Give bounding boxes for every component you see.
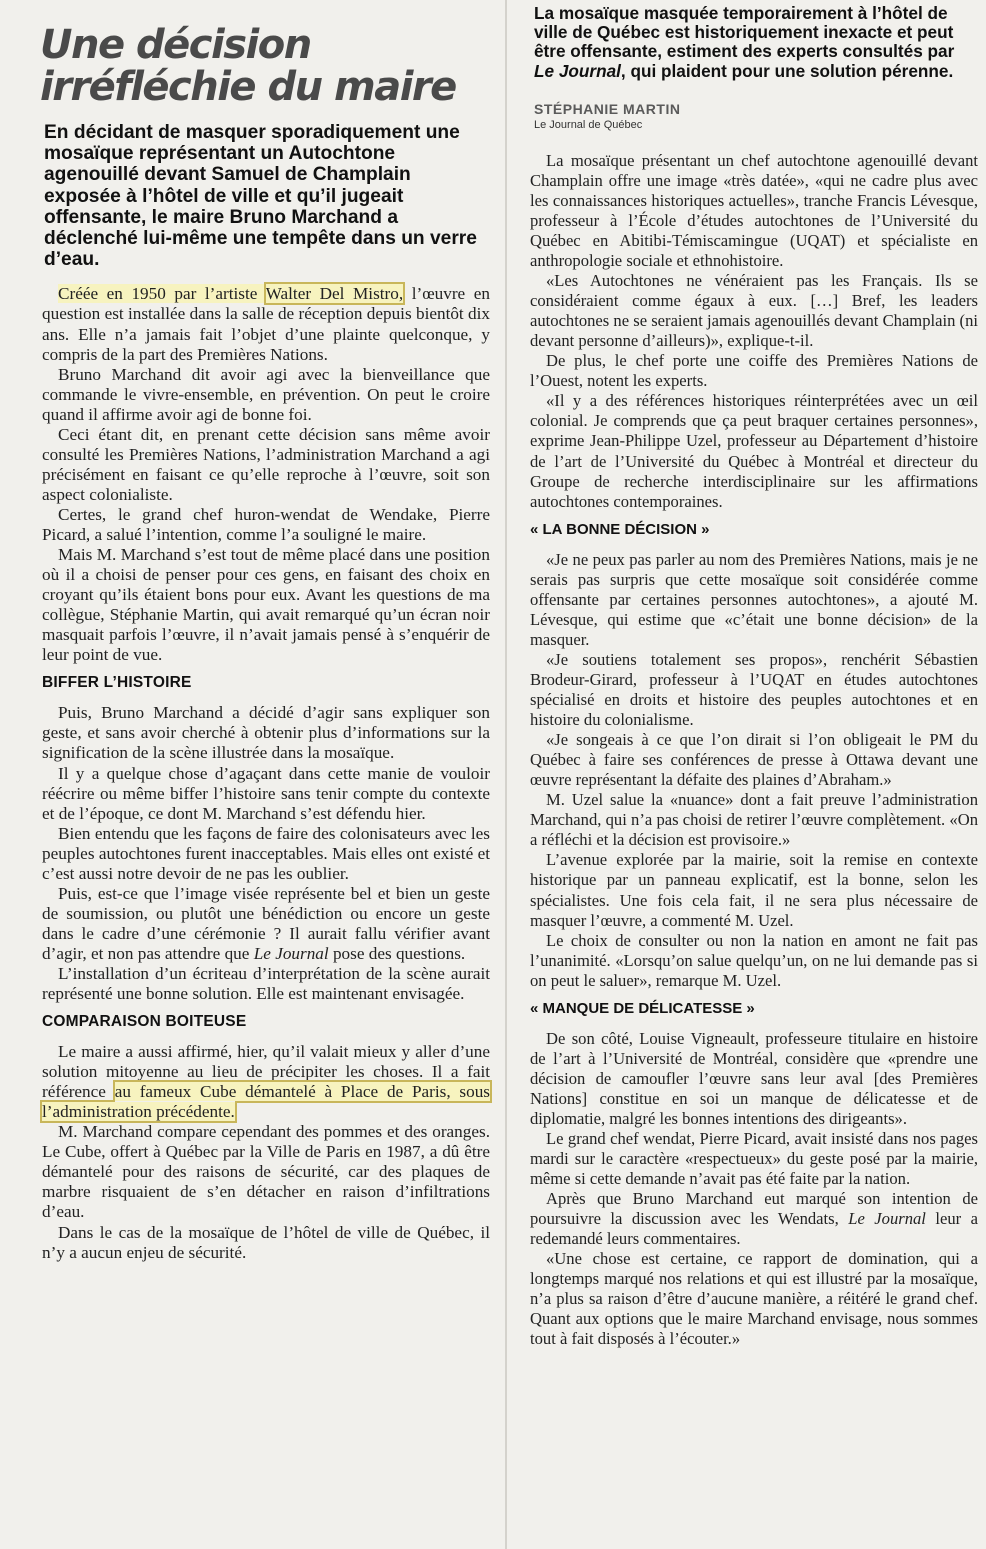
deck — [534, 4, 978, 81]
paragraph: La mosaïque présentant un chef autochtone agenouillé devant Champlain offre une image «très datée», «qui ne cadre plus avec les connaissances historiques actuelles», tranche Francis Lévesque, professeur à l’École d’études autochtones de l’Université du Québec en Abitibi-Témiscamingue (UQAT) et spécialiste en anthropologie sociale et ethnohistoire. — [530, 150, 978, 271]
right-column — [518, 4, 978, 1350]
byline-credit: Le Journal de Québec — [534, 118, 643, 131]
subheading: « LA BONNE DÉCISION » — [530, 520, 710, 538]
paragraph: L’installation d’un écriteau d’interprétation de la scène aurait représenté une bonne solution. Elle est maintenant envisagée. — [42, 963, 490, 1004]
paragraph-text: Après que Bruno Marchand eut marqué son intention de poursuivre la discussion avec les Wendats, — [530, 1189, 978, 1229]
byline: STÉPHANIE MARTIN — [534, 100, 681, 117]
paragraph: Bien entendu que les façons de faire des colonisateurs avec les peuples autochtones furent inacceptables. Mais elles ont existé et c’est aussi notre devoir de ne pas les oublier. — [42, 823, 490, 883]
subheading: BIFFER L’HISTOIRE — [42, 674, 192, 692]
paragraph: De plus, le chef porte une coiffe des Premières Nations de l’Ouest, notent les experts. — [530, 351, 978, 391]
paragraph: «Je soutiens totalement ses propos», renchérit Sébastien Brodeur-Girard, professeur à l’UQAT en études autochtones spécialisé en droits et histoire des peuples autochtones et en histoire du colonialisme. — [530, 649, 978, 730]
paragraph — [42, 284, 490, 364]
paragraph: «Je ne peux pas parler au nom des Premières Nations, mais je ne serais pas surpris que cette mosaïque soit considérée comme offensante par certaines personnes autochtones», a ajouté M. Lévesque, qui estime que «c’était une bonne décision» de la masquer. — [530, 549, 978, 649]
lede: En décidant de masquer sporadiquement une mosaïque représentant un Autochtone agenouillé devant Samuel de Champlain exposée à l’hôtel de ville et qu’il jugeait offensante, le maire Bruno Marchand a déclenché lui-même une tempête dans un verre d’eau. — [44, 122, 477, 271]
deck-text: La mosaïque masquée temporairement à l’hôtel de ville de Québec est historiquement inexacte et peut être offensante, estiment des experts consultés par — [534, 3, 955, 62]
paragraph: Certes, le grand chef huron-wendat de Wendake, Pierre Picard, a salué l’intention, comme l’a souligné le maire. — [42, 504, 490, 544]
paragraph: Bruno Marchand dit avoir agi avec la bienveillance que commande le vivre-ensemble, en prévention. On peut le croire quand il affirme avoir agi de bonne foi. — [42, 364, 490, 424]
paragraph: Mais M. Marchand s’est tout de même placé dans une position où il a choisi de penser pour ces gens, en faisant des choix en croyant qu’ils étaient bons pour eux. Avant les questions de ma collègue, Stéphanie Martin, qui avait remarqué qu’un écran noir masquait parfois l’œuvre, il n’avait jamais pensé à s’enquérir de leur point de vue. — [42, 545, 490, 665]
left-column — [30, 14, 490, 1263]
publication-name: Le Journal — [848, 1209, 926, 1229]
paragraph: Le choix de consulter ou non la nation en amont ne fait pas l’unanimité. «Lorsqu’on salue quelqu’un, on ne lui demande pas si on peut le saluer», remarque M. Uzel. — [530, 930, 978, 990]
highlighted-text: Créée en 1950 par l’artiste — [58, 284, 266, 304]
paragraph: «Une chose est certaine, ce rapport de domination, qui a longtemps marqué nos relations et qui est illustré par la mosaïque, n’a plus sa raison d’être d’aucune manière, a réitéré le grand chef. Quant aux options que le maire Marchand envisage, nous sommes tout à fait disposés à l’écouter.» — [530, 1249, 978, 1349]
subheading: COMPARAISON BOITEUSE — [42, 1013, 247, 1031]
right-body — [530, 151, 978, 1350]
publication-name: Le Journal — [534, 60, 621, 81]
paragraph: De son côté, Louise Vigneault, professeure titulaire en histoire de l’art à l’Université de Montréal, considère que «prendre une décision de camoufler l’œuvre sans leur aval [des Premières Nations] constitue en soi un manque de délicatesse et de diplomatie, malgré les bonnes intentions des dirigeants». — [530, 1028, 978, 1128]
paragraph: «Je songeais à ce que l’on dirait si l’on obligeait le PM du Québec à faire ses conférences de presse à Ottawa devant une œuvre représentant la défaite des plaines d’Abraham.» — [530, 730, 978, 790]
paragraph — [530, 1189, 978, 1249]
paragraph: Puis, Bruno Marchand a décidé d’agir sans expliquer son geste, et sans avoir cherché à obtenir plus d’informations sur la signification de la scène illustrée dans la mosaïque. — [42, 703, 490, 763]
paragraph: L’avenue explorée par la mairie, soit la remise en contexte historique par un panneau explicatif, est la bonne, selon les spécialistes. Une fois cela fait, il ne sera plus nécessaire de masquer l’œuvre, a commenté M. Uzel. — [530, 850, 978, 930]
paragraph-text: leur a redemandé leurs commentaires. — [530, 1209, 978, 1249]
paragraph-text: pose des questions. — [328, 943, 466, 963]
paragraph: Dans le cas de la mosaïque de l’hôtel de ville de Québec, il n’y a aucun enjeu de sécurité. — [42, 1222, 490, 1262]
paragraph: «Les Autochtones ne vénéraient pas les Français. Ils se considéraient comme égaux à eux. […] Bref, les leaders autochtones ne se seraient jamais agenouillés devant Champlain (ni devant personne d’ailleurs)», explique-t-il. — [530, 271, 978, 351]
paragraph: «Il y a des références historiques réinterprétées avec un œil colonial. Je comprends que ça peut braquer certaines personnes», exprime Jean-Philippe Uzel, professeur au Département d’histoire de l’art de l’Université du Québec à Montréal et directeur du Groupe de recherche interdisciplinaire sur les affirmations autochtones contemporaines. — [530, 391, 978, 511]
paragraph — [42, 884, 490, 964]
headline: Une décision irréfléchie du maire — [40, 22, 456, 110]
highlighted-artist-name: Walter Del Mistro, — [265, 284, 404, 304]
deck-text: , qui plaident pour une solution pérenne. — [620, 60, 954, 81]
paragraph: Ceci étant dit, en prenant cette décision sans même avoir consulté les Premières Nations, l’administration Marchand a agi précisément en faisant ce qu’elle reproche à l’œuvre, soit son aspect colonialiste. — [42, 424, 490, 504]
paragraph-text: Le maire a aussi affirmé, hier, qu’il valait mieux y aller d’une solution mitoyenne au lieu de précipiter les choses. Il a fait référence — [42, 1042, 490, 1102]
paragraph: M. Uzel salue la «nuance» dont a fait preuve l’administration Marchand, qui n’a pas choisi de retirer l’œuvre complètement. «On a réfléchi et la décision est provisoire.» — [530, 790, 978, 850]
highlighted-cube-reference: au fameux Cube démantelé à Place de Paris, sous l’administration précédente. — [42, 1082, 490, 1122]
paragraph: Il y a quelque chose d’agaçant dans cette manie de vouloir réécrire ou même biffer l’histoire sans tenir compte du contexte et de l’époque, ce dont M. Marchand s’est défendu hier. — [42, 763, 490, 823]
paragraph: M. Marchand compare cependant des pommes et des oranges. Le Cube, offert à Québec par la Ville de Paris en 1987, a dû être démantelé pour des raisons de sécurité, car des plaques de marbre risquaient de s’en détacher en raison d’infiltrations d’eau. — [42, 1122, 490, 1222]
paragraph: Le grand chef wendat, Pierre Picard, avait insisté dans nos pages mardi sur le caractère «respectueux» du geste posé par la mairie, même si cette demande n’avait pas été faite par la nation. — [530, 1129, 978, 1189]
publication-name: Le Journal — [253, 943, 329, 963]
paragraph-text: l’œuvre en question est installée dans la salle de réception depuis bientôt dix ans. Elle n’a jamais fait l’objet d’une plainte quelconque, y compris de la part des Premières Nations. — [42, 284, 490, 364]
column-divider — [505, 0, 507, 1549]
paragraph-text: Puis, est-ce que l’image visée représente bel et bien un geste de soumission, ou plutôt une bénédiction ou encore un geste dans le cadre d’une cérémonie ? Il aurait fallu vérifier avant d’agir, et non pas attendre que — [42, 883, 490, 963]
left-body — [42, 284, 490, 1262]
paragraph — [42, 1042, 490, 1122]
subheading: « MANQUE DE DÉLICATESSE » — [530, 999, 755, 1017]
